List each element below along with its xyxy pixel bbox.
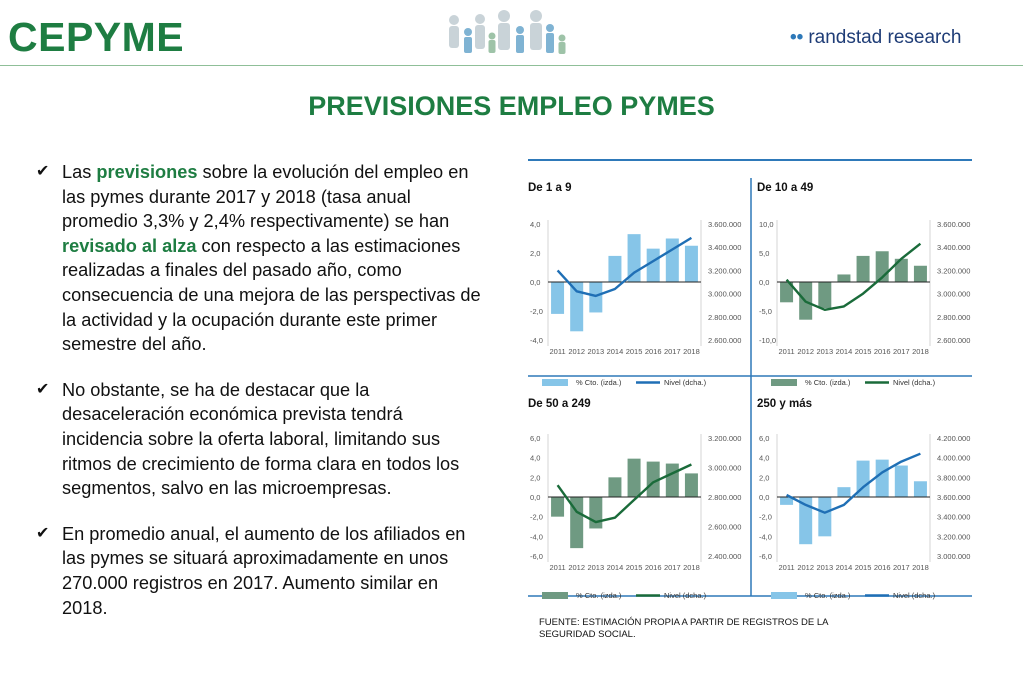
left-tick-label: 2,0 xyxy=(530,473,541,483)
bar xyxy=(685,246,698,282)
right-tick-label: 3.000.000 xyxy=(937,289,971,299)
bar xyxy=(589,282,602,312)
bar xyxy=(837,487,850,497)
chart-2 xyxy=(757,182,970,387)
chart-3 xyxy=(528,398,741,600)
cepyme-logo: CEPYME xyxy=(8,14,185,60)
check-icon: ✔ xyxy=(36,163,50,180)
x-tick-label: 2011 xyxy=(778,347,795,356)
x-tick-label: 2018 xyxy=(683,563,700,572)
right-tick-label: 3.000.000 xyxy=(708,463,742,473)
bar xyxy=(685,473,698,497)
right-tick-label: 3.600.000 xyxy=(937,220,971,229)
chart-4 xyxy=(757,398,970,600)
legend-label: % Cto. (izda.) xyxy=(576,591,622,600)
left-tick-label: -4,0 xyxy=(759,532,772,542)
bar xyxy=(666,239,679,283)
x-tick-label: 2015 xyxy=(625,347,643,356)
left-tick-label: 0,0 xyxy=(530,493,541,502)
charts-panel xyxy=(524,150,976,612)
right-tick-label: 3.200.000 xyxy=(708,434,742,443)
bar xyxy=(857,256,870,282)
legend-label: % Cto. (izda.) xyxy=(805,378,851,387)
left-tick-label: 2,0 xyxy=(759,473,770,483)
bullet-text: con respecto a las estimaciones realizadas a finales del pasado año, como consecuencia de una mejora de las perspectivas de la actividad y la ocupación durante este primer semestre del año. xyxy=(62,235,481,355)
header-divider xyxy=(0,65,1023,66)
check-icon: ✔ xyxy=(36,380,50,398)
x-tick-label: 2014 xyxy=(606,347,624,356)
right-tick-label: 3.600.000 xyxy=(708,220,742,229)
x-tick-label: 2015 xyxy=(854,563,872,572)
bullet-item xyxy=(36,522,484,620)
right-tick-label: 3.200.000 xyxy=(937,532,971,542)
x-tick-label: 2013 xyxy=(816,347,834,356)
right-tick-label: 4.200.000 xyxy=(937,434,971,443)
bullet-item xyxy=(36,378,484,501)
source-note: FUENTE: ESTIMACIÓN PROPIA A PARTIR DE REGISTROS DE LA SEGURIDAD SOCIAL. xyxy=(539,617,828,640)
right-tick-label: 3.000.000 xyxy=(937,552,971,561)
bar xyxy=(914,481,927,497)
x-tick-label: 2016 xyxy=(873,563,891,572)
bar xyxy=(589,497,602,528)
left-tick-label: 6,0 xyxy=(759,434,770,443)
left-tick-label: -10,0 xyxy=(759,336,777,345)
left-tick-label: -6,0 xyxy=(530,552,543,561)
x-tick-label: 2018 xyxy=(912,347,929,356)
bar xyxy=(895,466,908,497)
bar xyxy=(647,249,660,282)
bullet-text: En promedio anual, el aumento de los afiliados en las pymes se situará aproximadamente en unos 270.000 registros en 2017. Aumento similar en 2018. xyxy=(62,523,466,618)
bullet-text: Las xyxy=(62,162,97,182)
right-tick-label: 3.200.000 xyxy=(708,266,742,276)
x-tick-label: 2012 xyxy=(797,347,815,356)
left-tick-label: 4,0 xyxy=(530,220,541,229)
x-tick-label: 2011 xyxy=(549,563,566,572)
right-tick-label: 3.600.000 xyxy=(937,493,971,502)
left-tick-label: -4,0 xyxy=(530,532,543,542)
right-tick-label: 3.200.000 xyxy=(937,266,971,276)
x-tick-label: 2013 xyxy=(587,347,605,356)
randstad-research-logo xyxy=(790,27,961,49)
page-title: PREVISIONES EMPLEO PYMES xyxy=(308,91,715,121)
x-tick-label: 2015 xyxy=(625,563,643,572)
bullet-list xyxy=(36,160,484,641)
x-tick-label: 2012 xyxy=(568,563,586,572)
bar xyxy=(837,274,850,282)
chart-1 xyxy=(528,182,741,387)
left-tick-label: 4,0 xyxy=(530,453,541,463)
right-tick-label: 3.400.000 xyxy=(937,243,971,253)
right-tick-label: 2.800.000 xyxy=(937,312,971,322)
x-tick-label: 2017 xyxy=(892,563,910,572)
left-tick-label: 0,0 xyxy=(530,278,541,287)
right-tick-label: 2.800.000 xyxy=(708,312,742,322)
left-tick-label: 10,0 xyxy=(759,220,774,229)
x-tick-label: 2018 xyxy=(912,563,929,572)
bar xyxy=(628,459,641,497)
legend-label: Nivel (dcha.) xyxy=(664,378,707,387)
bullet-text: No obstante, se ha de destacar que la desaceleración económica prevista tendrá incidencia sobre la oferta laboral, limitando sus ritmos de crecimiento de forma clara en todos los segmentos, salvo en las microempresas. xyxy=(62,379,460,499)
right-tick-label: 3.800.000 xyxy=(937,473,971,483)
left-tick-label: 0,0 xyxy=(759,493,770,502)
highlight-text: previsiones xyxy=(96,162,198,182)
left-tick-label: -2,0 xyxy=(530,512,543,522)
right-tick-label: 2.600.000 xyxy=(708,522,742,532)
bar xyxy=(608,477,621,497)
bar xyxy=(914,266,927,282)
legend-label: Nivel (dcha.) xyxy=(664,591,707,600)
highlight-text: revisado al alza xyxy=(62,235,197,256)
x-tick-label: 2014 xyxy=(835,563,853,572)
bullet-text: sobre la evolución del empleo en las pymes durante 2017 y 2018 (tasa anual promedio 3,3% y 2,4% respectivamente) se han xyxy=(62,162,469,232)
legend-bar-swatch xyxy=(542,592,568,599)
bar xyxy=(818,282,831,308)
bar xyxy=(551,282,564,314)
bullet-item xyxy=(36,160,484,357)
legend-label: % Cto. (izda.) xyxy=(805,591,851,600)
right-tick-label: 2.600.000 xyxy=(708,336,742,345)
x-tick-label: 2015 xyxy=(854,347,872,356)
family-people-icon xyxy=(440,6,575,66)
left-tick-label: 5,0 xyxy=(759,249,770,258)
bar xyxy=(551,497,564,517)
left-tick-label: -2,0 xyxy=(759,512,772,522)
x-tick-label: 2014 xyxy=(835,347,853,356)
x-tick-label: 2016 xyxy=(873,347,891,356)
right-tick-label: 4.000.000 xyxy=(937,453,971,463)
x-tick-label: 2016 xyxy=(644,347,662,356)
x-tick-label: 2014 xyxy=(606,563,624,572)
left-tick-label: 2,0 xyxy=(530,249,541,258)
left-tick-label: -5,0 xyxy=(759,307,772,316)
x-tick-label: 2012 xyxy=(797,563,815,572)
legend-label: Nivel (dcha.) xyxy=(893,591,936,600)
randstad-label: randstad research xyxy=(808,27,962,48)
left-tick-label: 0,0 xyxy=(759,278,770,287)
legend-label: Nivel (dcha.) xyxy=(893,378,936,387)
randstad-mark-icon: •• xyxy=(790,27,804,48)
bar xyxy=(570,282,583,331)
legend-bar-swatch xyxy=(542,379,568,386)
x-tick-label: 2017 xyxy=(892,347,910,356)
left-tick-label: 4,0 xyxy=(759,453,770,463)
bar xyxy=(876,460,889,497)
x-tick-label: 2016 xyxy=(644,563,662,572)
legend-label: % Cto. (izda.) xyxy=(576,378,622,387)
x-tick-label: 2017 xyxy=(663,347,681,356)
right-tick-label: 3.400.000 xyxy=(708,243,742,253)
x-tick-label: 2017 xyxy=(663,563,681,572)
chart-title: De 10 a 49 xyxy=(757,182,814,194)
left-tick-label: -6,0 xyxy=(759,552,772,561)
chart-title: De 1 a 9 xyxy=(528,182,572,194)
x-tick-label: 2013 xyxy=(587,563,605,572)
bar xyxy=(666,464,679,497)
right-tick-label: 2.400.000 xyxy=(708,552,742,561)
left-tick-label: -4,0 xyxy=(530,336,543,345)
right-tick-label: 2.800.000 xyxy=(708,493,742,502)
left-tick-label: -2,0 xyxy=(530,307,543,316)
right-tick-label: 3.400.000 xyxy=(937,512,971,522)
right-tick-label: 3.000.000 xyxy=(708,289,742,299)
right-tick-label: 2.600.000 xyxy=(937,336,971,345)
chart-title: 250 y más xyxy=(757,398,812,410)
x-tick-label: 2011 xyxy=(549,347,566,356)
x-tick-label: 2012 xyxy=(568,347,586,356)
bar xyxy=(628,234,641,282)
legend-bar-swatch xyxy=(771,379,797,386)
bar xyxy=(818,497,831,536)
bar xyxy=(608,256,621,282)
check-icon: ✔ xyxy=(36,524,50,542)
left-tick-label: 6,0 xyxy=(530,434,541,443)
legend-bar-swatch xyxy=(771,592,797,599)
chart-title: De 50 a 249 xyxy=(528,398,591,410)
x-tick-label: 2011 xyxy=(778,563,795,572)
x-tick-label: 2018 xyxy=(683,347,700,356)
x-tick-label: 2013 xyxy=(816,563,834,572)
